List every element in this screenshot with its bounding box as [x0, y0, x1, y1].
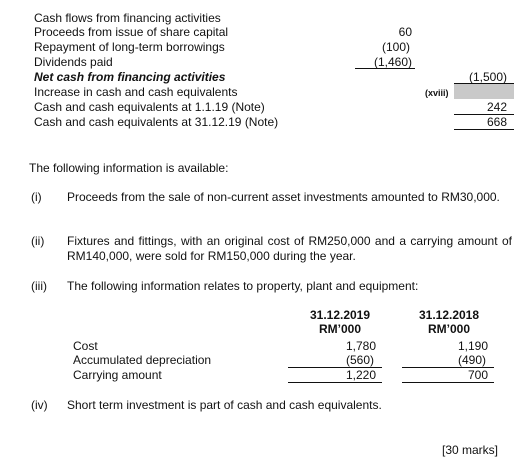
- table-row-carrying-2019: 1,220: [345, 368, 376, 382]
- increase-ref: (xviii): [425, 88, 449, 98]
- row-label-dividends: Dividends paid: [34, 55, 113, 69]
- carrying-rule-2019: [288, 382, 382, 383]
- row-value-repayment: (100): [381, 40, 410, 54]
- note-number-i: (i): [31, 190, 42, 204]
- col2-unit: RM’000: [427, 322, 471, 336]
- subtotal-rule: [355, 68, 415, 69]
- row-value-share-capital: 60: [398, 25, 412, 39]
- closing-rule: [454, 129, 514, 130]
- table-row-carrying-2018: 700: [467, 368, 488, 382]
- marks-label: [30 marks]: [442, 443, 499, 457]
- closing-label: Cash and cash equivalents at 31.12.19 (Note): [34, 115, 279, 129]
- col1-date: 31.12.2019: [309, 308, 371, 322]
- closing-value: 668: [486, 115, 507, 129]
- note-text-ii: Fixtures and fittings, with an original cost of RM250,000 and a carrying amount of RM140,000, were sold for RM150,000 during the year.: [67, 234, 512, 263]
- note-number-ii: (ii): [31, 234, 45, 248]
- note-text-iv: Short term investment is part of cash and cash equivalents.: [67, 398, 382, 412]
- row-value-dividends: (1,460): [373, 55, 412, 69]
- table-row-cost-2019: 1,780: [345, 339, 376, 353]
- table-row-label-cost: Cost: [73, 339, 98, 353]
- table-row-cost-2018: 1,190: [457, 339, 488, 353]
- table-row-depreciation-2018: (490): [457, 353, 486, 367]
- table-row-label-carrying: Carrying amount: [73, 368, 162, 382]
- increase-label: Increase in cash and cash equivalents: [34, 85, 238, 99]
- row-label-repayment: Repayment of long-term borrowings: [34, 40, 225, 54]
- net-financing-label: Net cash from financing activities: [34, 70, 226, 84]
- info-intro: The following information is available:: [29, 161, 229, 175]
- carrying-rule-2018: [402, 382, 494, 383]
- financing-heading: Cash flows from financing activities: [34, 11, 221, 25]
- note-number-iii: (iii): [31, 279, 47, 293]
- blank-answer-box: [454, 84, 514, 99]
- note-text-iii: The following information relates to property, plant and equipment:: [67, 279, 419, 293]
- table-row-depreciation-2019: (560): [345, 353, 374, 367]
- note-text-i: Proceeds from the sale of non-current asset investments amounted to RM30,000.: [67, 190, 500, 204]
- row-label-share-capital: Proceeds from issue of share capital: [34, 25, 229, 39]
- net-financing-value: (1,500): [468, 70, 507, 84]
- col2-date: 31.12.2018: [418, 308, 480, 322]
- note-number-iv: (iv): [31, 398, 48, 412]
- opening-value: 242: [486, 100, 507, 114]
- table-row-label-depreciation: Accumulated depreciation: [73, 353, 212, 367]
- col1-unit: RM’000: [318, 322, 362, 336]
- opening-label: Cash and cash equivalents at 1.1.19 (Note): [34, 100, 265, 114]
